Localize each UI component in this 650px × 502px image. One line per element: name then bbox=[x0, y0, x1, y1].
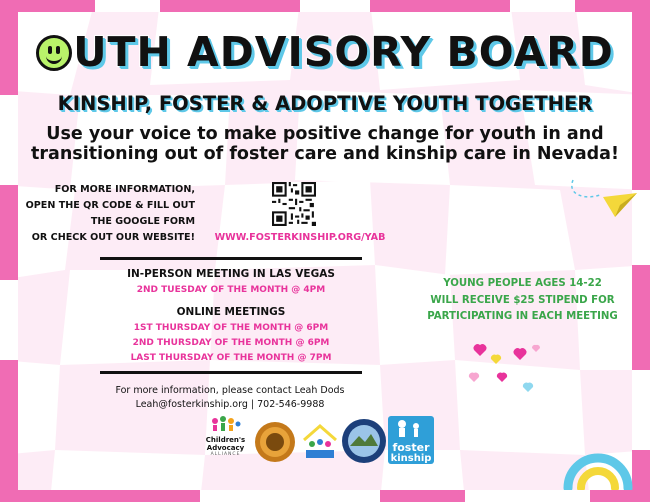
family-icon bbox=[388, 416, 434, 438]
county-seal-logo bbox=[254, 421, 296, 463]
in-person-heading: IN-PERSON MEETING IN LAS VEGAS bbox=[127, 268, 335, 280]
online-meetings bbox=[100, 306, 362, 366]
more-info-text bbox=[20, 182, 195, 246]
info-line-3: THE GOOGLE FORM bbox=[90, 216, 195, 227]
tagline-line-2: transitioning out of foster care and kinship care in Nevada! bbox=[31, 144, 619, 164]
foster-kinship-logo bbox=[388, 416, 434, 464]
tagline bbox=[10, 124, 640, 164]
cac-line-3: ALLIANCE bbox=[210, 452, 241, 457]
qr-code[interactable] bbox=[272, 182, 316, 226]
in-person-schedule: 2ND TUESDAY OF THE MONTH @ 4PM bbox=[136, 285, 326, 295]
stipend-info bbox=[410, 276, 635, 326]
online-schedule-2: 2ND THURSDAY OF THE MONTH @ 6PM bbox=[132, 338, 330, 348]
cac-line-2: Advocacy bbox=[206, 444, 245, 452]
subtitle: KINSHIP, FOSTER & ADOPTIVE YOUTH TOGETHER bbox=[57, 92, 593, 115]
top-divider bbox=[100, 257, 362, 260]
info-line-4: OR CHECK OUT OUR WEBSITE! bbox=[31, 232, 195, 243]
online-heading: ONLINE MEETINGS bbox=[176, 306, 286, 318]
in-person-meeting bbox=[100, 268, 362, 298]
fk-line-1: foster bbox=[392, 441, 430, 454]
info-line-2: OPEN THE QR CODE & FILL OUT bbox=[25, 200, 195, 211]
cac-line-1: Children's bbox=[205, 436, 246, 444]
childrens-advocacy-alliance-logo bbox=[203, 416, 248, 462]
contact-line-1: For more information, please contact Leah Dods bbox=[115, 385, 345, 396]
website-link[interactable]: WWW.FOSTERKINSHIP.ORG/YAB bbox=[214, 232, 386, 243]
state-seal-logo bbox=[341, 418, 387, 464]
info-line-1: FOR MORE INFORMATION, bbox=[54, 184, 195, 195]
cac-figures-icon bbox=[203, 416, 248, 432]
stipend-line-2: WILL RECEIVE $25 STIPEND FOR bbox=[430, 294, 615, 306]
title-rest: UTH ADVISORY BOARD bbox=[73, 28, 614, 76]
contact-info bbox=[80, 384, 380, 412]
hearts-decoration bbox=[462, 340, 542, 405]
rainbow-icon bbox=[562, 438, 634, 490]
smiley-icon bbox=[36, 35, 72, 71]
paper-plane-icon bbox=[565, 175, 640, 225]
tagline-line-1: Use your voice to make positive change for youth in and bbox=[46, 124, 604, 144]
dwss-logo bbox=[300, 420, 340, 464]
contact-line-2[interactable]: Leah@fosterkinship.org | 702-546-9988 bbox=[135, 399, 325, 410]
stipend-line-3: PARTICIPATING IN EACH MEETING bbox=[427, 311, 618, 322]
stipend-line-1: YOUNG PEOPLE AGES 14-22 bbox=[443, 278, 602, 289]
bottom-divider bbox=[100, 371, 362, 374]
online-schedule-3: LAST THURSDAY OF THE MONTH @ 7PM bbox=[130, 353, 332, 363]
fk-line-2: kinship bbox=[390, 453, 432, 464]
page-title bbox=[0, 28, 650, 76]
online-schedule-1: 1ST THURSDAY OF THE MONTH @ 6PM bbox=[133, 323, 329, 333]
